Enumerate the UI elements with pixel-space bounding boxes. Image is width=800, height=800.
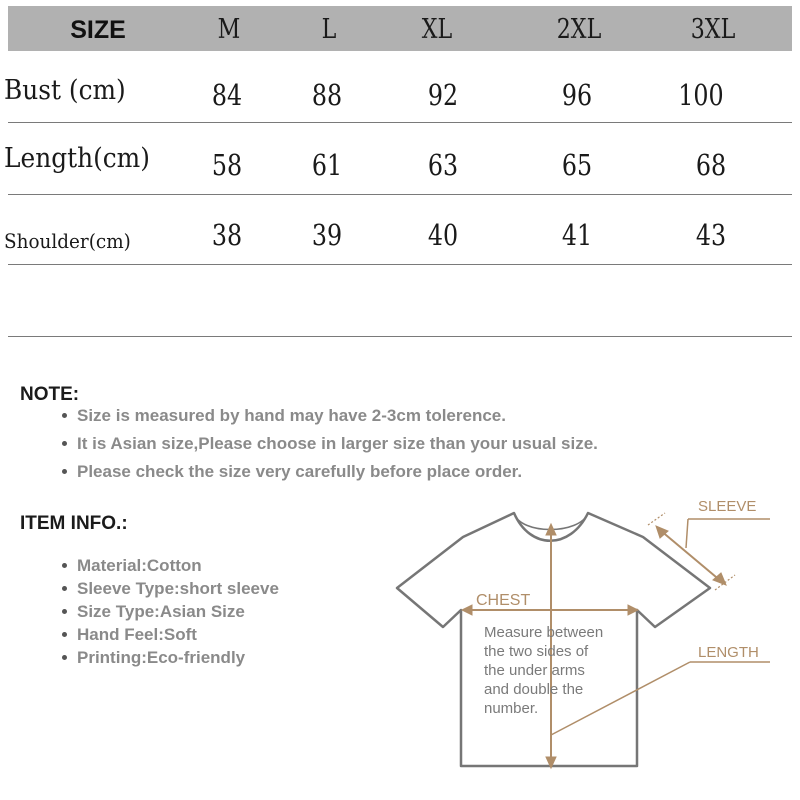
size-header-label: SIZE bbox=[70, 16, 126, 44]
table-cell: 63 bbox=[427, 148, 459, 182]
info-text: Material:Cotton bbox=[77, 556, 202, 575]
table-cell: 61 bbox=[311, 148, 343, 182]
table-cell: 41 bbox=[561, 218, 593, 252]
table-cell: 96 bbox=[561, 78, 593, 112]
note-text: Please check the size very carefully before place order. bbox=[77, 462, 523, 481]
table-cell: 40 bbox=[427, 218, 459, 252]
item-info-heading: ITEM INFO.: bbox=[20, 513, 128, 534]
table-cell: 43 bbox=[695, 218, 727, 252]
table-cell: 38 bbox=[211, 218, 243, 252]
measure-text-line: the two sides of bbox=[484, 643, 589, 660]
info-text: Sleeve Type:short sleeve bbox=[77, 579, 279, 598]
size-col-xl: XL bbox=[421, 14, 453, 45]
size-col-m: M bbox=[217, 14, 241, 45]
info-text: Printing:Eco-friendly bbox=[77, 648, 246, 667]
chest-label: CHEST bbox=[476, 592, 531, 609]
row-label-shoulder: Shoulder(cm) bbox=[4, 229, 131, 253]
size-col-l: L bbox=[321, 14, 337, 45]
table-cell: 39 bbox=[311, 218, 343, 252]
table-cell: 68 bbox=[695, 148, 727, 182]
note-heading: NOTE: bbox=[20, 384, 80, 405]
length-label: LENGTH bbox=[698, 644, 759, 661]
sleeve-label: SLEEVE bbox=[698, 498, 757, 515]
row-label-bust: Bust (cm) bbox=[4, 75, 126, 106]
measure-text-line: Measure between bbox=[484, 624, 604, 641]
info-text: Size Type:Asian Size bbox=[77, 602, 245, 621]
table-cell: 92 bbox=[427, 78, 459, 112]
measure-text-line: the under arms bbox=[484, 662, 585, 679]
note-text: It is Asian size,Please choose in larger size than your usual size. bbox=[77, 434, 598, 453]
table-cell: 65 bbox=[561, 148, 593, 182]
measure-text-line: number. bbox=[484, 700, 539, 717]
size-col-3xl: 3XL bbox=[690, 14, 736, 45]
measure-text-line: and double the bbox=[484, 681, 584, 698]
sleeve-leader-line bbox=[686, 519, 688, 548]
table-cell: 100 bbox=[678, 78, 724, 112]
info-text: Hand Feel:Soft bbox=[77, 625, 197, 644]
table-cell: 88 bbox=[311, 78, 343, 112]
size-col-2xl: 2XL bbox=[556, 14, 602, 45]
table-cell: 84 bbox=[211, 78, 243, 112]
table-cell: 58 bbox=[211, 148, 243, 182]
row-label-length: Length(cm) bbox=[4, 143, 150, 174]
note-text: Size is measured by hand may have 2-3cm tolerence. bbox=[77, 406, 506, 425]
